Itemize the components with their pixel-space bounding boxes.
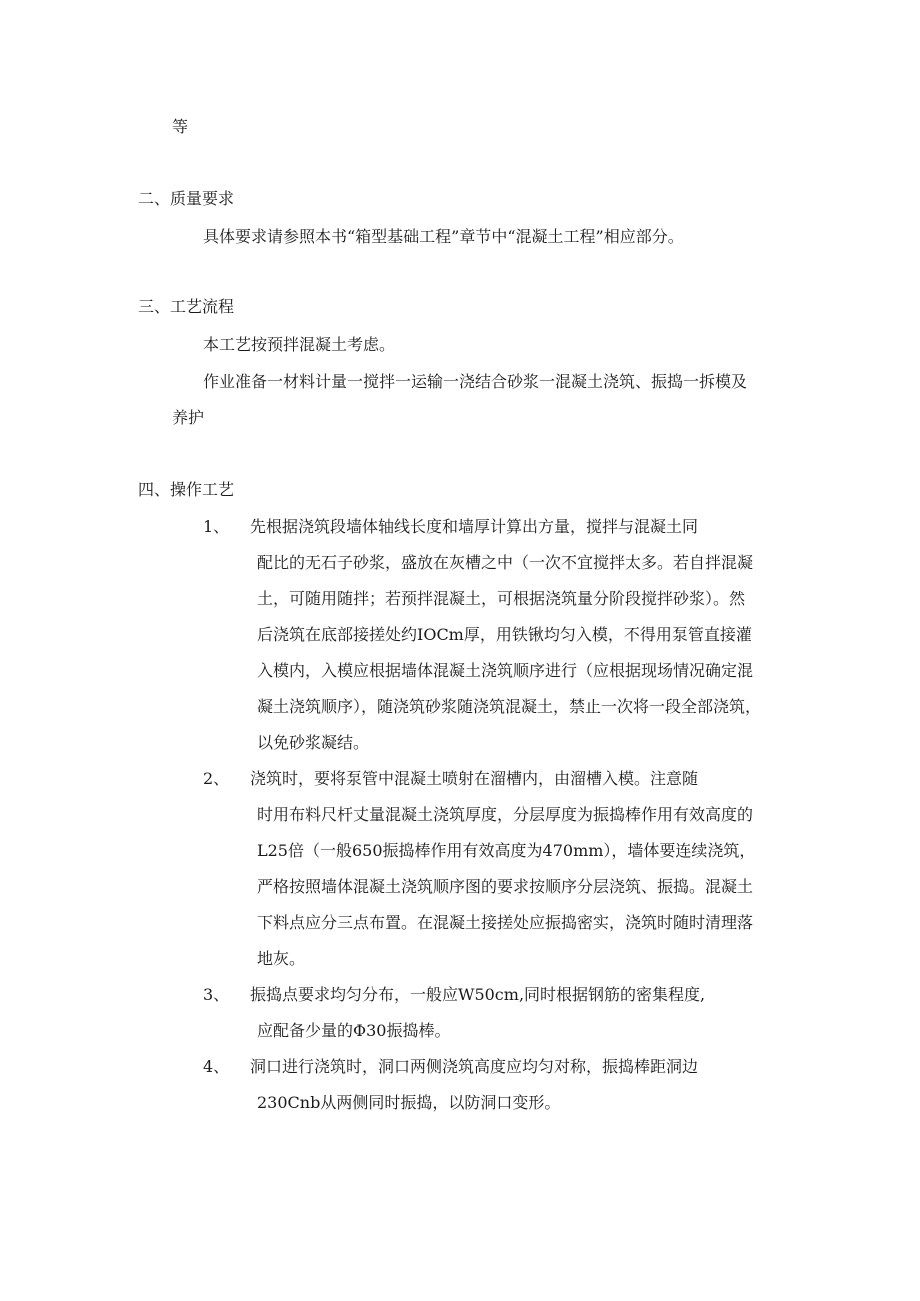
item-number: 1、 [203, 517, 230, 536]
item-line: 凝土浇筑顺序），随浇筑砂浆随浇筑混凝土，禁止一次将一段全部浇筑， [257, 697, 762, 716]
item-number: 2、 [203, 769, 230, 788]
paragraph: 作业准备一材料计量一搅拌一运输一浇结合砂浆一混凝土浇筑、振捣一拆模及 [203, 372, 748, 391]
item-line: L25倍（一般650振捣棒作用有效高度为470mm），墙体要连续浇筑， [257, 841, 756, 860]
item-number: 4、 [203, 1057, 230, 1076]
paragraph: 具体要求请参照本书“箱型基础工程”章节中“混凝土工程”相应部分。 [203, 227, 684, 246]
item-line: 时用布料尺杆丈量混凝土浇筑厚度，分层厚度为振捣棒作用有效高度的 [257, 805, 754, 824]
item-line: 以免砂浆凝结。 [257, 733, 370, 752]
section-heading-process: 三、工艺流程 [138, 297, 235, 316]
paragraph: 本工艺按预拌混凝土考虑。 [203, 335, 396, 354]
item-line: 先根据浇筑段墙体轴线长度和墙厚计算出方量，搅拌与混凝土同 [250, 517, 699, 536]
item-line: 230Cnb从两侧同时振捣，以防洞口变形。 [257, 1093, 561, 1112]
top-fragment: 等 [172, 117, 189, 136]
item-line: 土，可随用随拌；若预拌混凝土，可根据浇筑量分阶段搅拌砂浆）。然 [257, 589, 746, 608]
item-line: 振捣点要求均匀分布，一般应W50cm,同时根据钢筋的密集程度, [250, 985, 706, 1004]
item-line: 应配备少量的Φ30振捣棒。 [257, 1021, 451, 1040]
item-line: 配比的无石子砂浆，盛放在灰槽之中（一次不宜搅拌太多。若自拌混凝 [257, 553, 754, 572]
section-heading-operation: 四、操作工艺 [138, 480, 235, 499]
item-number: 3、 [203, 985, 230, 1004]
paragraph: 养护 [172, 408, 205, 427]
item-line: 严格按照墙体混凝土浇筑顺序图的要求按顺序分层浇筑、振捣。混凝土 [257, 877, 754, 896]
item-line: 后浇筑在底部接搓处约IOCm厚，用铁锹均匀入模，不得用泵管直接灌 [257, 625, 752, 644]
item-line: 入模内，入模应根据墙体混凝土浇筑顺序进行（应根据现场情况确定混 [257, 661, 754, 680]
item-line: 地灰。 [257, 949, 306, 968]
item-line: 洞口进行浇筑时，洞口两侧浇筑高度应均匀对称，振捣棒距洞边 [250, 1057, 699, 1076]
item-line: 下料点应分三点布置。在混凝土接搓处应振捣密实，浇筑时随时清理落 [257, 913, 754, 932]
section-heading-quality: 二、质量要求 [138, 189, 235, 208]
item-line: 浇筑时，要将泵管中混凝土喷射在溜槽内，由溜槽入模。注意随 [250, 769, 699, 788]
